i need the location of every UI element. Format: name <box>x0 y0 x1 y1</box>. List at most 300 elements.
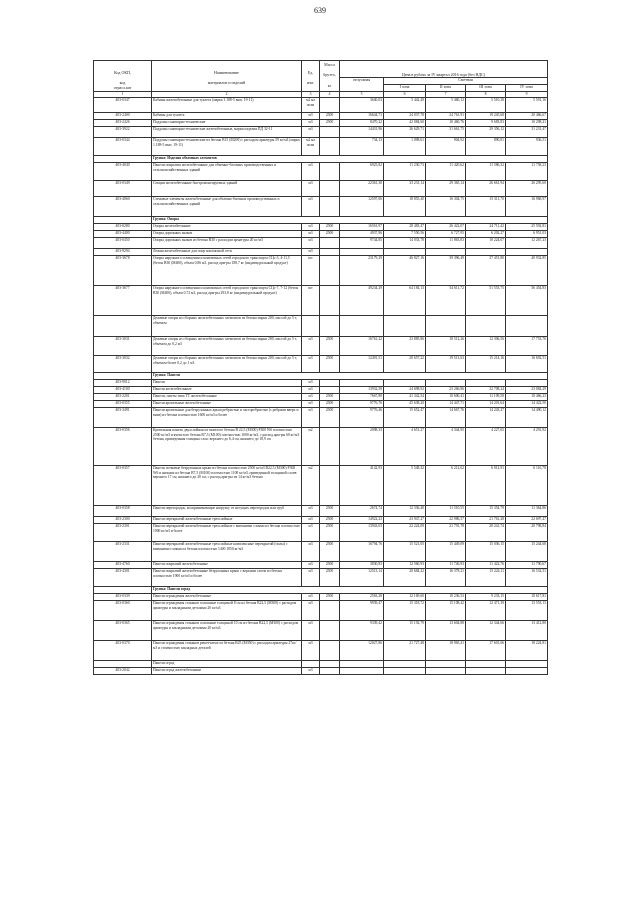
product-code: 403-0355 <box>94 401 152 408</box>
group-title: Группа: Панели <box>152 373 548 380</box>
product-name: Опоры железобетонные <box>152 224 302 231</box>
table-row <box>94 127 548 138</box>
zone-price: 23 885,86 <box>384 337 426 356</box>
table-row <box>94 356 548 373</box>
unit: м3 <box>302 517 320 524</box>
unit: м3 <box>302 380 320 387</box>
gross-mass <box>320 249 340 256</box>
release-price: 16644,71 <box>340 113 384 120</box>
product-name: Панели ограждения стаканов сплошные толщиной 8 см из бетона В22,5 (М300) с расходом арматуры и закладными деталями 20 кг/м3 <box>152 601 302 621</box>
zone-price: 17 753,76 <box>506 337 548 356</box>
table-row <box>94 668 548 675</box>
product-name: Панели кровельные для безрулонных крыш ребристые и часторебристые (с ребрами вверх и вниз) из бетона плотностью 1600 кг/м3 и более <box>152 408 302 428</box>
table-row <box>94 542 548 562</box>
product-name: Панели железобетонные <box>152 387 302 394</box>
unit: м3 <box>302 231 320 238</box>
zone-price: 15 354,79 <box>466 506 506 517</box>
gross-mass: 2500 <box>320 542 340 562</box>
release-price: 9744,85 <box>340 238 384 249</box>
zone-price: 11 420,62 <box>426 163 466 181</box>
zone-price: 11 790,67 <box>506 562 548 569</box>
product-name: Панели кровельные железобетонные <box>152 401 302 408</box>
table-row <box>94 428 548 466</box>
product-code: 403-0370 <box>94 641 152 661</box>
zone-price: 13 604,88 <box>426 621 466 641</box>
zone-price <box>506 316 548 337</box>
zone-price: 14 201,64 <box>466 401 506 408</box>
zone-price: 14 447,71 <box>426 401 466 408</box>
table-row <box>94 181 548 197</box>
unit: м2 <box>302 428 320 466</box>
release-price: 22361,38 <box>340 181 384 197</box>
product-name: Дежевые опоры из сборных железобетонных элементов из бетона марки 200, массой до 5 т, объемом до 0,2 м3 <box>152 337 302 356</box>
zone-price: 4 227,65 <box>466 428 506 466</box>
product-name: Дежевые опоры из сборных железобетонных элементов из бетона марки 200, массой до 5 т, объемом более 0,2 до 1 м3 <box>152 356 302 373</box>
table-row <box>94 380 548 387</box>
zone-price: 26 629,71 <box>384 127 426 138</box>
table-row <box>94 506 548 517</box>
table-row <box>94 197 548 217</box>
zone-price: 31 661,75 <box>426 127 466 138</box>
unit: м3 <box>302 506 320 517</box>
product-code: 403-3922 <box>94 127 152 138</box>
product-name: Поддоны санитарно-технические железобетонные, марки изделия ПД 32-11 <box>152 127 302 138</box>
zone-price <box>466 661 506 668</box>
zone-price: 15 214,16 <box>466 356 506 373</box>
release-price: 12513,14 <box>340 569 384 587</box>
product-code: 403-0365 <box>94 621 152 641</box>
unit: м3 <box>302 249 320 256</box>
product-code: 403-4100 <box>94 387 152 394</box>
release-price: 6925,82 <box>340 163 384 181</box>
table-row <box>94 621 548 641</box>
release-price: 49234,29 <box>340 286 384 316</box>
zone-price: 15 192,79 <box>384 621 426 641</box>
product-code: 403-2301 <box>94 524 152 542</box>
unit <box>302 316 320 337</box>
zone-price: 4 651,27 <box>384 428 426 466</box>
column-number: 2 <box>152 92 302 98</box>
zone-price: 5 442,49 <box>384 98 426 113</box>
gross-mass <box>320 601 340 621</box>
zone-price <box>384 249 426 256</box>
group-title: Группа: Панели оград <box>152 587 548 594</box>
zone-price <box>506 668 548 675</box>
table-row <box>94 661 548 668</box>
zone-price <box>466 380 506 387</box>
zone-price: 10 224,07 <box>466 238 506 249</box>
table-row <box>94 337 548 356</box>
product-code <box>94 316 152 337</box>
product-name: Поддоны санитарно-технические <box>152 120 302 127</box>
header-release: отпускная <box>340 78 384 92</box>
zone-price: 904,92 <box>426 138 466 156</box>
zone-price <box>384 380 426 387</box>
product-name: Секции железобетонные быстромонтируемых зданий <box>152 181 302 197</box>
zone-price <box>466 249 506 256</box>
zone-price: 22 986,57 <box>426 517 466 524</box>
product-name: Лежни железобетонные для опор контактной сети <box>152 249 302 256</box>
zone-price: 936,51 <box>506 138 548 156</box>
table-row <box>94 120 548 127</box>
product-name: Кровельная панель двухслойная из тяжелого бетона В 22,5 (М300) F300 W6 плотностью 2500 кг/м3 и ячеистого бетона В7,5 (М100) плотностью 1000 кг/м3, с расход.арм-ры 60 кг/м3 бетона, приведенная толщина слоя: верхнего до 6,4 см, нижнего до 18,9 см <box>152 428 302 466</box>
unit: м3 <box>302 524 320 542</box>
zone-price: 23 947,27 <box>384 517 426 524</box>
release-price: 3830,83 <box>340 562 384 569</box>
gross-mass: 2500 <box>320 231 340 238</box>
product-code: 403-3677 <box>94 286 152 316</box>
product-name: Панели оград <box>152 661 302 668</box>
zone-price <box>426 380 466 387</box>
release-price: 9776,76 <box>340 401 384 408</box>
zone-price: 11 364,86 <box>506 506 548 517</box>
zone-price: 22 224,09 <box>384 524 426 542</box>
gross-mass <box>320 621 340 641</box>
zone-price: 14 033,78 <box>384 238 426 249</box>
table-row <box>94 238 548 249</box>
release-price: 13943,03 <box>340 524 384 542</box>
table-row <box>94 517 548 524</box>
header-code: Код ОКП, код отрасл.кат <box>94 61 152 92</box>
release-price: 14922,23 <box>340 517 384 524</box>
table-row <box>94 256 548 286</box>
zone-price <box>466 668 506 675</box>
zone-price: 18 965,41 <box>426 641 466 661</box>
header-zone: IV зона <box>506 85 548 92</box>
product-code: 403-2300 <box>94 517 152 524</box>
unit: м3 <box>302 120 320 127</box>
release-price: 12027,86 <box>340 641 384 661</box>
zone-price: 11 422,76 <box>466 562 506 569</box>
zone-price: 12 560,93 <box>384 562 426 569</box>
release-price: 13932,58 <box>340 387 384 394</box>
product-name: Панели покрытия железобетонные для объемно-блочных производственных и сельскохозяйственных зданий <box>152 163 302 181</box>
gross-mass <box>320 181 340 197</box>
product-code: 403-0357 <box>94 466 152 506</box>
zone-price: 16 304,75 <box>426 197 466 217</box>
product-code: 403-2042 <box>94 668 152 675</box>
product-code: 403-2201 <box>94 394 152 401</box>
release-price: 23179,29 <box>340 256 384 286</box>
group-row <box>94 217 548 224</box>
zone-price: 29 365,14 <box>426 181 466 197</box>
unit: м2 на поли <box>302 98 320 113</box>
table-row <box>94 401 548 408</box>
product-code: 403-0339 <box>94 594 152 601</box>
unit: м3 <box>302 594 320 601</box>
zone-price: 5 548,42 <box>384 466 426 506</box>
release-price <box>340 661 384 668</box>
column-number: 4 <box>320 92 340 98</box>
zone-price: 6 202,27 <box>466 231 506 238</box>
zone-price: 11 586,32 <box>466 163 506 181</box>
release-price: 12597,06 <box>340 197 384 217</box>
column-number: 3 <box>302 92 320 98</box>
zone-price: 15 449,09 <box>426 542 466 562</box>
gross-mass: 2500 <box>320 401 340 408</box>
product-code: 403-2331 <box>94 542 152 562</box>
product-code <box>94 661 152 668</box>
zone-price: 21 761,28 <box>466 517 506 524</box>
column-number: 8 <box>466 92 506 98</box>
group-title: Группа: Изделия объемных элементов <box>152 156 548 163</box>
table-row <box>94 113 548 120</box>
zone-price: 14 243,27 <box>466 408 506 428</box>
release-price: 9339,42 <box>340 621 384 641</box>
gross-mass: 2500 <box>320 394 340 401</box>
zone-price: 54 611,72 <box>426 286 466 316</box>
gross-mass <box>320 163 340 181</box>
zone-price: 11 230,73 <box>384 163 426 181</box>
product-code: 403-3032 <box>94 356 152 373</box>
product-name: Панели покрытий железобетонные безрулонных крыш с верхним слоем из бетона плотностью 1900 кг/м3 и более <box>152 569 302 587</box>
product-code: 403-3031 <box>94 337 152 356</box>
zone-price: 11 758,23 <box>506 163 548 181</box>
zone-price: 11 863,83 <box>426 238 466 249</box>
unit: м3 <box>302 601 320 621</box>
release-price: 4937,96 <box>340 231 384 238</box>
zone-price: 13 553,13 <box>506 601 548 621</box>
zone-price: 11 510,55 <box>426 506 466 517</box>
product-name: Панели покрытий железобетонные <box>152 562 302 569</box>
unit: м3 <box>302 408 320 428</box>
table-row <box>94 224 548 231</box>
unit: м3 <box>302 224 320 231</box>
header-zone: II зона <box>426 85 466 92</box>
unit: м3 <box>302 569 320 587</box>
zone-price: 29 356,12 <box>466 127 506 138</box>
unit <box>302 661 320 668</box>
group-row <box>94 587 548 594</box>
product-code: 403-2400 <box>94 113 152 120</box>
table-row <box>94 387 548 394</box>
table-row <box>94 163 548 181</box>
zone-price: 20 684,22 <box>384 569 426 587</box>
product-code: 403-4760 <box>94 562 152 569</box>
header-unit: Ед. изм. <box>302 61 320 92</box>
product-code: 403-0360 <box>94 601 152 621</box>
product-code: 403-0280 <box>94 224 152 231</box>
release-price: 16761,22 <box>340 337 384 356</box>
zone-price: 28 483,47 <box>384 224 426 231</box>
zone-price <box>506 380 548 387</box>
zone-price: 12 471,39 <box>466 601 506 621</box>
release-price: 16794,76 <box>340 542 384 562</box>
release-price: 4142,93 <box>340 466 384 506</box>
gross-mass <box>320 138 340 156</box>
product-name: Панели перекрытий железобетонные трехслойные комплексные перекрытий (полы) с внешними слоями из бетона плотностью 1400 1850 кг/м3 <box>152 542 302 562</box>
zone-price: 12 344,66 <box>466 621 506 641</box>
zone-price: 15 224,11 <box>466 569 506 587</box>
gross-mass: 2500 <box>320 120 340 127</box>
release-price: 14431,96 <box>340 127 384 138</box>
zone-price: 14 490,12 <box>506 408 548 428</box>
release-price: 16561,97 <box>340 224 384 231</box>
table-row <box>94 394 548 401</box>
zone-price: 16 968,97 <box>506 197 548 217</box>
release-price: 12491,51 <box>340 356 384 373</box>
release-price: 734,13 <box>340 138 384 156</box>
release-price: 2563,28 <box>340 594 384 601</box>
unit: м3 <box>302 387 320 394</box>
page-number: 639 <box>314 6 326 15</box>
zone-price: 40 932,85 <box>506 256 548 286</box>
gross-mass: 2500 <box>320 408 340 428</box>
zone-price: 21 727,48 <box>384 641 426 661</box>
zone-price <box>506 661 548 668</box>
zone-price: 23 084,29 <box>506 387 548 394</box>
product-name: Опоры дорожных знаков из бетона В30 с расходом арматуры 20 кг/м3 <box>152 238 302 249</box>
zone-price: 33 231,14 <box>384 181 426 197</box>
release-price <box>340 316 384 337</box>
zone-price: 20 241,74 <box>466 524 506 542</box>
product-name: Панели оград железобетонные <box>152 668 302 675</box>
zone-price <box>384 316 426 337</box>
unit: м3 <box>302 394 320 401</box>
zone-price: 9 683,83 <box>466 120 506 127</box>
product-name: Опоры дорожных знаков <box>152 231 302 238</box>
zone-price: 14 422,50 <box>506 401 548 408</box>
product-name: Панели ограждения железобетонные <box>152 594 302 601</box>
unit: м3 <box>302 668 320 675</box>
table-row <box>94 249 548 256</box>
table-row <box>94 601 548 621</box>
gross-mass: 2500 <box>320 524 340 542</box>
zone-price: 10 466,23 <box>506 394 548 401</box>
gross-mass: 2500 <box>320 337 340 356</box>
zone-price: 46 827,16 <box>384 256 426 286</box>
release-price: 3640,03 <box>340 98 384 113</box>
unit: м3 <box>302 127 320 138</box>
zone-price: 5 510,38 <box>466 98 506 113</box>
zone-price: 21 791,78 <box>426 524 466 542</box>
product-code: 403-3491 <box>94 408 152 428</box>
gross-mass: 2500 <box>320 356 340 373</box>
zone-price: 16 692,51 <box>506 356 548 373</box>
zone-price: 31 231,47 <box>506 127 548 138</box>
unit: м3 <box>302 562 320 569</box>
unit: м3 <box>302 238 320 249</box>
zone-price: 18 224,81 <box>506 641 548 661</box>
zone-price: 6 116,78 <box>506 466 548 506</box>
release-price: 8470,22 <box>340 120 384 127</box>
zone-price: 10 236,53 <box>426 594 466 601</box>
gross-mass <box>320 387 340 394</box>
product-code: 403-0347 <box>94 98 152 113</box>
table-row <box>94 316 548 337</box>
zone-price: 26 295,60 <box>506 181 548 197</box>
release-price: 7667,88 <box>340 394 384 401</box>
zone-price: 6 727,95 <box>426 231 466 238</box>
zone-price: 25 592,81 <box>506 224 548 231</box>
zone-price <box>426 661 466 668</box>
gross-mass: 2500 <box>320 517 340 524</box>
zone-price: 19 245,68 <box>466 113 506 120</box>
header-estimate: Сметная <box>384 78 548 85</box>
zone-price: 10 460,76 <box>426 120 466 127</box>
zone-price: 20 798,84 <box>506 524 548 542</box>
product-name: Кабины для туалета <box>152 113 302 120</box>
release-price: 2674,74 <box>340 506 384 517</box>
product-name: Панели перегородок, воспринимающие нагрузку от несущих перегородок или труб <box>152 506 302 517</box>
zone-price: 41 342,54 <box>384 394 426 401</box>
product-code: 403-0349 <box>94 181 152 197</box>
unit: м3 <box>302 641 320 661</box>
gross-mass <box>320 316 340 337</box>
gross-mass <box>320 380 340 387</box>
table-row <box>94 231 548 238</box>
gross-mass <box>320 127 340 138</box>
zone-price: 11 109,58 <box>466 394 506 401</box>
unit: м3 <box>302 113 320 120</box>
gross-mass <box>320 98 340 113</box>
zone-price: 9 233,15 <box>466 594 506 601</box>
zone-price: 12 169,60 <box>384 594 426 601</box>
zone-price: 890,81 <box>466 138 506 156</box>
product-code: 403-0358 <box>94 506 152 517</box>
gross-mass: 2500 <box>320 562 340 569</box>
header-zone: III зона <box>466 85 506 92</box>
zone-price: 10 617,81 <box>506 594 548 601</box>
zone-price: 6 012,91 <box>466 466 506 506</box>
product-code: 403-2426 <box>94 120 152 127</box>
product-name: Опоры наружного освещения и контактных сетей городского транспорта СЦс-3, 4-11,5 (бетон В30 (М400), объем 0,86 м3, расход арм-ры 188,7 кг (индивидуальный продукт) <box>152 256 302 286</box>
product-code: 403-4060 <box>94 197 152 217</box>
product-name: Панели перекрытий железобетонные трехслойные <box>152 517 302 524</box>
gross-mass: 2500 <box>320 224 340 231</box>
zone-price: 39 396,49 <box>426 256 466 286</box>
table-row <box>94 466 548 506</box>
zone-price: 10 298,21 <box>506 120 548 127</box>
zone-price: 16 378,21 <box>426 569 466 587</box>
product-code: 403-0356 <box>94 428 152 466</box>
zone-price: 15 521,05 <box>384 542 426 562</box>
zone-price: 26 422,07 <box>426 224 466 231</box>
zone-price: 12 267,23 <box>506 238 548 249</box>
release-price: 2098,33 <box>340 428 384 466</box>
zone-price: 5 460,12 <box>426 98 466 113</box>
release-price <box>340 668 384 675</box>
gross-mass <box>320 661 340 668</box>
zone-price: 15 036,15 <box>466 542 506 562</box>
zone-price: 13 412,80 <box>506 621 548 641</box>
table-body <box>94 98 548 675</box>
group-row <box>94 156 548 163</box>
table-row <box>94 286 548 316</box>
gross-mass <box>320 668 340 675</box>
zone-price: 20 466,67 <box>506 113 548 120</box>
gross-mass <box>320 197 340 217</box>
gross-mass: 2500 <box>320 113 340 120</box>
product-name: Стеновые элементы железобетонные для объемно-блочных производственных и сельскохозяйственных зданий <box>152 197 302 217</box>
zone-price: 18 512,26 <box>426 337 466 356</box>
column-number: 9 <box>506 92 548 98</box>
zone-price: 15 652,47 <box>384 408 426 428</box>
release-price: 9776,46 <box>340 408 384 428</box>
zone-price: 22 697,47 <box>506 517 548 524</box>
unit: м3 <box>302 337 320 356</box>
product-name: Кабины железобетонные для туалета (марка 1.188-5 вып. 19-11) <box>152 98 302 113</box>
zone-price: 45 638,20 <box>384 401 426 408</box>
zone-price: 24 698,92 <box>384 387 426 394</box>
zone-price: 11 746,93 <box>426 562 466 569</box>
gross-mass <box>320 641 340 661</box>
zone-price <box>384 661 426 668</box>
zone-price: 37 451,80 <box>466 256 506 286</box>
zone-price: 15 108,42 <box>426 601 466 621</box>
header-name: Наименование материалов и изделий <box>152 61 302 92</box>
gross-mass: 2500 <box>320 506 340 517</box>
